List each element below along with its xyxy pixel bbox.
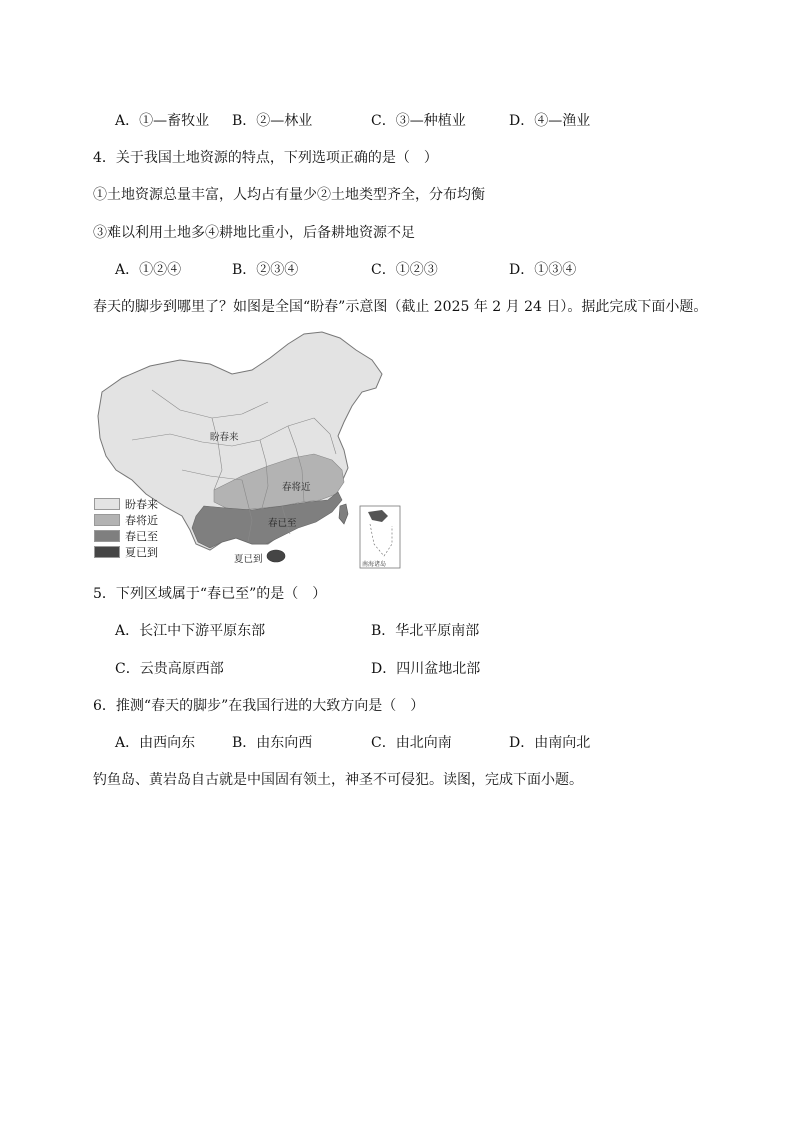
- spring-intro: 春天的脚步到哪里了？如图是全国“盼春”示意图（截止 2025 年 2 月 24 日）。据此完成下面小题。: [93, 299, 708, 315]
- q4-statement-1: ①土地资源总量丰富，人均占有量少②土地类型齐全，分布均衡: [93, 187, 485, 203]
- q4-option-c: C．①②③: [371, 262, 438, 278]
- legend-swatch-1: [94, 498, 120, 510]
- legend-label-3: 春已至: [125, 530, 158, 543]
- legend-label-4: 夏已到: [125, 546, 158, 559]
- map-label-chun-jiang-jin: 春将近: [282, 482, 311, 493]
- q4-option-d: D．①③④: [509, 262, 577, 278]
- taiwan-island: [339, 504, 348, 524]
- q4-option-b: B．②③④: [232, 262, 299, 278]
- q5-option-a: A．长江中下游平原东部: [115, 623, 266, 639]
- legend-swatch-4: [94, 546, 120, 558]
- q5-option-c: C．云贵高原西部: [115, 661, 224, 677]
- q3-option-a: A．①—畜牧业: [115, 113, 210, 129]
- legend-swatch-2: [94, 514, 120, 526]
- map-label-chun-yi-zhi: 春已至: [268, 518, 297, 529]
- q5-stem: 5．下列区域属于“春已至”的是（ ）: [93, 586, 327, 602]
- q6-option-d: D．由南向北: [509, 735, 591, 751]
- legend-item-2: [94, 512, 158, 528]
- islands-intro: 钓鱼岛、黄岩岛自古就是中国固有领土，神圣不可侵犯。读图，完成下面小题。: [93, 772, 583, 788]
- q6-stem: 6．推测“春天的脚步”在我国行进的大致方向是（ ）: [93, 698, 425, 714]
- legend-label-2: 春将近: [125, 514, 158, 527]
- legend-item-1: [94, 496, 158, 512]
- q4-option-a: A．①②④: [115, 262, 182, 278]
- map-label-xia-yi-dao: 夏已到: [234, 554, 263, 565]
- legend-item-4: [94, 544, 158, 560]
- q6-option-c: C．由北向南: [371, 735, 452, 751]
- q3-option-c: C．③—种植业: [371, 113, 466, 129]
- china-spring-map: [92, 330, 402, 570]
- q6-option-a: A．由西向东: [115, 735, 196, 751]
- legend-label-1: 盼春来: [125, 498, 158, 511]
- q3-option-d: D．④—渔业: [509, 113, 591, 129]
- q6-option-b: B．由东向西: [232, 735, 313, 751]
- q3-option-b: B．②—林业: [232, 113, 313, 129]
- q5-option-d: D．四川盆地北部: [371, 661, 481, 677]
- legend-swatch-3: [94, 530, 120, 542]
- inset-label: 南海诸岛: [362, 561, 387, 568]
- q4-statement-2: ③难以利用土地多④耕地比重小，后备耕地资源不足: [93, 225, 415, 241]
- q4-stem: 4．关于我国土地资源的特点，下列选项正确的是（ ）: [93, 150, 438, 166]
- legend-item-3: [94, 528, 158, 544]
- map-label-pan-chun-lai: 盼春来: [210, 432, 239, 443]
- q5-option-b: B．华北平原南部: [371, 623, 480, 639]
- region-xia-yi-dao: [267, 550, 285, 562]
